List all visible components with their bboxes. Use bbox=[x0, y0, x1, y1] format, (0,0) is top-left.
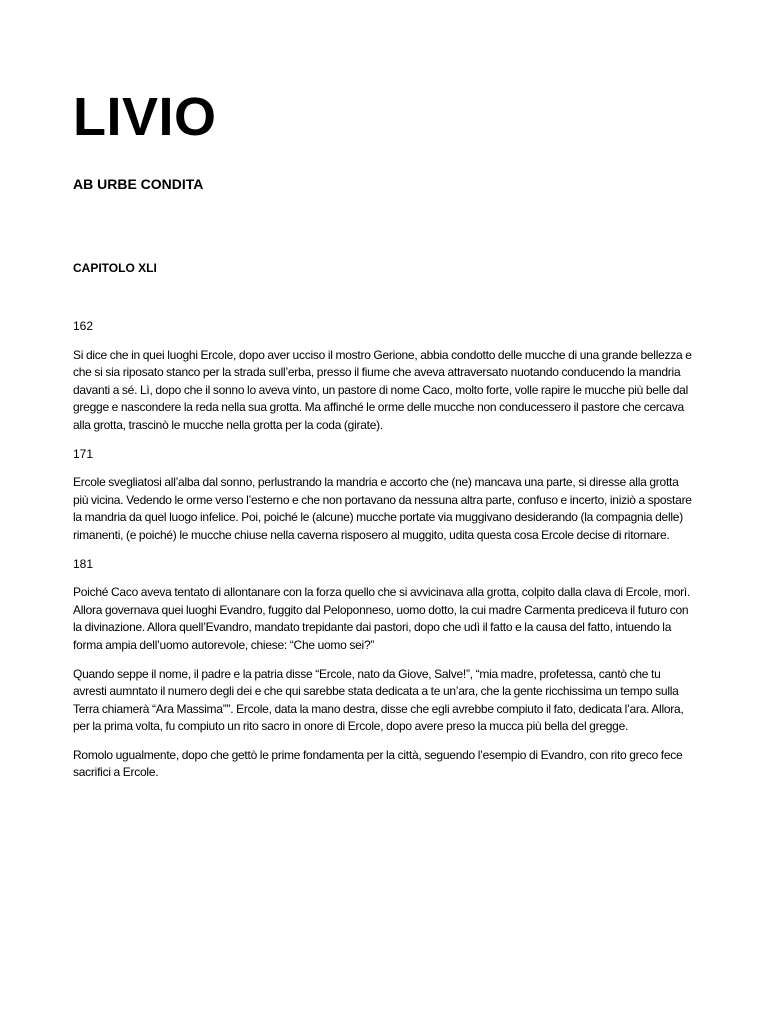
section-number-162: 162 bbox=[73, 319, 94, 333]
document-subtitle: AB URBE CONDITA bbox=[73, 176, 204, 192]
document-body bbox=[73, 318, 695, 793]
paragraph: Quando seppe il nome, il padre e la patria disse “Ercole, nato da Giove, Salve!”, “mia madre, profetessa, cantò che tu avresti aumntato il numero degli dei e che qui sarebbe stata dedicata a te un’ara, che la gente ricchissima un tempo sulla Terra chiamerà “Ara Massima””. Ercole, data la mano destra, disse che egli avrebbe compiuto il fato, dedicata l’ara. Allora, per la prima volta, fu compiuto un rito sacro in onore di Ercole, dopo avere preso la mucca più bella del gregge. bbox=[73, 666, 684, 734]
section-number-181: 181 bbox=[73, 556, 94, 571]
chapter-heading: CAPITOLO XLI bbox=[73, 261, 157, 275]
paragraph: Poiché Caco aveva tentato di allontanare con la forza quello che si avvicinava alla grotta, colpito dalla clava di Ercole, morì. Allora governava quei luoghi Evandro, fuggito dal Peloponneso, uomo dotto, la cui madre Carmenta prediceva il futuro con la divinazione. Allora quell’Evandro, mandato trepidante dai pastori, dopo che udì il fatto e la causa del fatto, intuendo la forma ampia dell’uomo autorevole, chiese: “Che uomo sei?” bbox=[73, 585, 691, 652]
paragraph: Ercole svegliatosi all’alba dal sonno, perlustrando la mandria e accorto che (ne) mancava una parte, si diresse alla grotta più vicina. Vedendo le orme verso l’esterno e che non portavano da nessuna altra parte, confuso e incerto, iniziò a spostare la mandria da quel luogo infelice. Poi, poiché le (alcune) mucche portate via muggivano desiderando (la compagnia delle) rimanenti, (e poiché) le mucche chiuse nella caverna risposero al muggito, udita questa cosa Ercole decise di ritornare. bbox=[73, 475, 692, 542]
section-number-171: 171 bbox=[73, 446, 94, 461]
paragraph: Romolo ugualmente, dopo che gettò le prime fondamenta per la città, seguendo l’esempio di Evandro, con rito greco fece sacrifici a Ercole. bbox=[73, 747, 683, 780]
paragraph: Si dice che in quei luoghi Ercole, dopo aver ucciso il mostro Gerione, abbia condotto delle mucche di una grande bellezza e che si sia riposato stanco per la strada sull’erba, presso il fiume che aveva attraversato nuotando conducendo la mandria davanti a sé. Lì, dopo che il sonno lo aveva vinto, un pastore di nome Caco, molto forte, volle rapire le mucche più belle dal gregge e nascondere la reda nella sua grotta. Ma affinché le orme delle mucche non conducessero il pastore che cercava alla grotta, trascinò le mucche nella grotta per la coda (girate). bbox=[73, 347, 692, 432]
document-title: LIVIO bbox=[73, 87, 217, 147]
